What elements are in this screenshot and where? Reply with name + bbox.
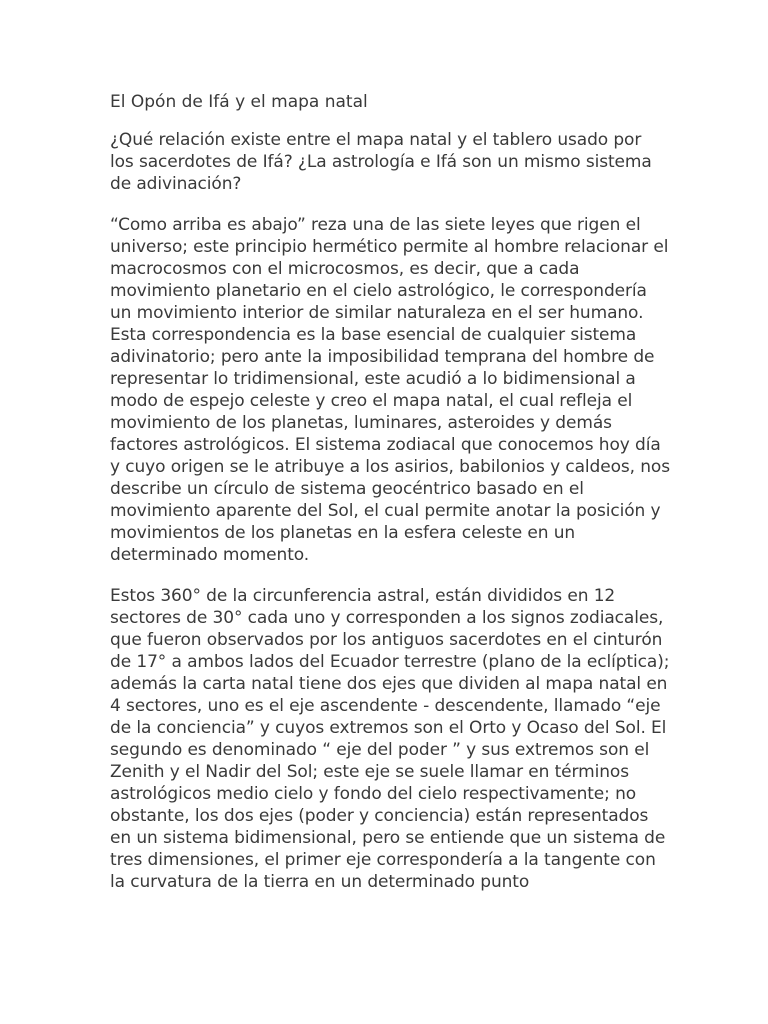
document-page bbox=[110, 90, 670, 912]
document-title: El Opón de Ifá y el mapa natal bbox=[110, 92, 368, 112]
paragraph-hermetic-principle: “Como arriba es abajo” reza una de las siete leyes que rigen el universo; este principio hermético permite al hombre relacionar el macrocosmos con el microcosmos, es decir, que a cada movimiento planetario en el cielo astrológico, le correspondería un movimiento interior de similar naturaleza en el ser humano. Esta correspondencia es la base esencial de cualquier sistema adivinatorio; pero ante la imposibilidad temprana del hombre de representar lo tridimensional, este acudió a lo bidimensional a modo de espejo celeste y creo el mapa natal, el cual refleja el movimiento de los planetas, luminares, asteroides y demás factores astrológicos. El sistema zodiacal que conocemos hoy día y cuyo origen se le atribuye a los asirios, babilonios y caldeos, nos describe un círculo de sistema geocéntrico basado en el movimiento aparente del Sol, el cual permite anotar la posición y movimientos de los planetas en la esfera celeste en un determinado momento. bbox=[110, 215, 670, 565]
paragraph-intro-questions: ¿Qué relación existe entre el mapa natal y el tablero usado por los sacerdotes de Ifá? ¿La astrología e Ifá son un mismo sistema de adivinación? bbox=[110, 130, 652, 194]
paragraph-zodiac-axes: Estos 360° de la circunferencia astral, están divididos en 12 sectores de 30° cada uno y corresponden a los signos zodiacales, que fueron observados por los antiguos sacerdotes en el cinturón de 17° a ambos lados del Ecuador terrestre (plano de la eclíptica); además la carta natal tiene dos ejes que dividen al mapa natal en 4 sectores, uno es el eje ascendente - descendente, llamado “eje de la conciencia” y cuyos extremos son el Orto y Ocaso del Sol. El segundo es denominado “ eje del poder ” y sus extremos son el Zenith y el Nadir del Sol; este eje se suele llamar en términos astrológicos medio cielo y fondo del cielo respectivamente; no obstante, los dos ejes (poder y conciencia) están representados en un sistema bidimensional, pero se entiende que un sistema de tres dimensiones, el primer eje correspondería a la tangente con la curvatura de la tierra en un determinado punto bbox=[110, 586, 670, 892]
